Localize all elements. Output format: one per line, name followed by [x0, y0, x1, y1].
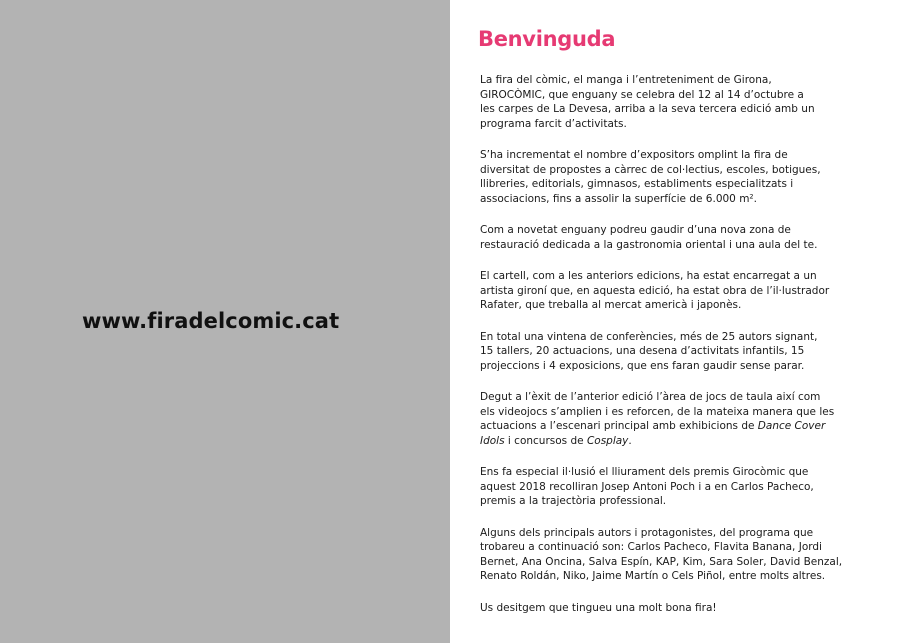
text-line: Degut a l’èxit de l’anterior edició l’àrea de jocs de taula així com [480, 391, 821, 403]
text-line: Ens fa especial il·lusió el lliurament dels premis Girocòmic que [480, 466, 809, 478]
text-line: Com a novetat enguany podreu gaudir d’una nova zona de [480, 224, 791, 236]
text-line: El cartell, com a les anteriors edicions, ha estat encarregat a un [480, 270, 817, 282]
text-line: Renato Roldán, Niko, Jaime Martín o Cels Piñol, entre molts altres. [480, 570, 826, 582]
text-fragment: . [628, 434, 632, 447]
text-line: GIROCÒMIC, que enguany se celebra del 12 al 14 d’octubre a [480, 88, 804, 101]
page-title: Benvinguda [478, 27, 616, 51]
italic-term: Idols [480, 434, 505, 447]
paragraph-exhibitors [480, 148, 825, 206]
text-line: premis a la trajectòria professional. [480, 495, 667, 507]
text-fragment: i concursos de [504, 434, 587, 447]
text-line: projeccions i 4 exposicions, que ens faran gaudir sense parar. [480, 359, 805, 372]
text-line: Bernet, Ana Oncina, Salva Espín, KAP, Kim, Sara Soler, David Benzal, [480, 555, 843, 568]
text-line: Alguns dels principals autors i protagonistes, del programa que [480, 526, 814, 539]
text-line: les carpes de La Devesa, arriba a la seva tercera edició amb un [480, 103, 815, 115]
paragraph-authors [480, 526, 843, 584]
text-line: aquest 2018 recolliran Josep Antoni Poch i a en Carlos Pacheco, [480, 480, 814, 493]
italic-term: Dance Cover [757, 420, 826, 432]
text-fragment: actuacions a l’escenari principal amb exhibicions de [480, 420, 755, 432]
text-line: trobareu a continuació son: Carlos Pacheco, Flavita Banana, Jordi [480, 541, 822, 553]
italic-term: Cosplay [586, 434, 629, 447]
text-line: llibreries, editorials, gimnasos, establiments especialitzats i [480, 178, 794, 190]
text-line [480, 434, 825, 449]
text-line: programa farcit d’activitats. [480, 117, 627, 130]
text-line: La fira del còmic, el manga i l’entreteniment de Girona, [480, 74, 772, 86]
text-line: Rafater, que treballa al mercat americà i japonès. [480, 299, 742, 311]
website-url[interactable]: www.firadelcomic.cat [82, 309, 340, 333]
text-line: els videojocs s’amplien i es reforcen, de la mateixa manera que les [480, 405, 835, 418]
paragraph-totals [480, 330, 825, 374]
paragraph-games [480, 390, 835, 448]
text-line: associacions, fins a assolir la superfície de 6.000 m². [480, 192, 757, 205]
welcome-text [480, 73, 843, 632]
paragraph-novelty [480, 223, 825, 252]
text-line: En total una vintena de conferències, més de 25 autors signant, [480, 330, 818, 343]
text-line: Us desitgem que tingueu una molt bona fira! [480, 601, 717, 614]
paragraph-intro [480, 73, 825, 131]
text-line: diversitat de propostes a càrrec de col·lectius, escoles, botigues, [480, 163, 821, 176]
paragraph-closing [480, 601, 825, 616]
paragraph-awards [480, 465, 825, 509]
text-line: artista gironí que, en aquesta edició, ha estat obra de l’il·lustrador [480, 284, 830, 297]
text-line: restauració dedicada a la gastronomia oriental i una aula del te. [480, 238, 818, 251]
text-line: S’ha incrementat el nombre d’expositors omplint la fira de [480, 149, 788, 161]
paragraph-poster [480, 269, 830, 313]
right-panel [450, 0, 900, 643]
text-line: 15 tallers, 20 actuacions, una desena d’activitats infantils, 15 [480, 345, 805, 357]
text-line [480, 419, 825, 434]
